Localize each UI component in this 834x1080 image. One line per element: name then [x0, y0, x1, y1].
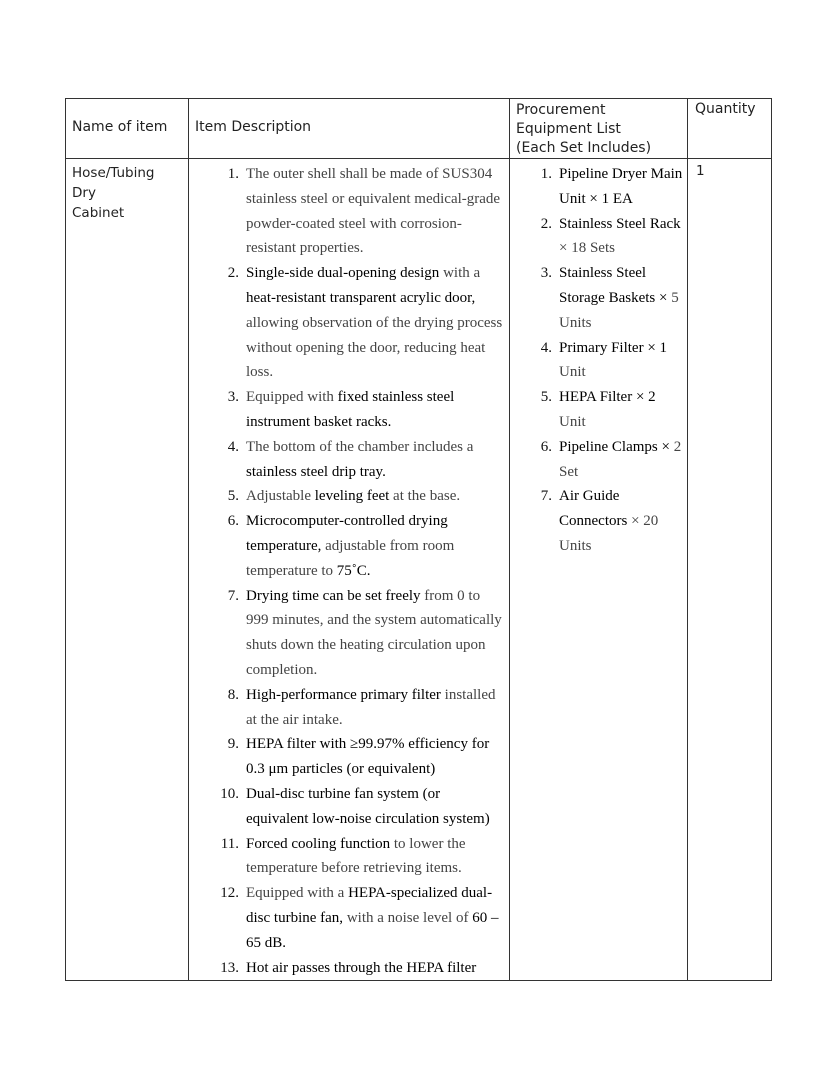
list-item-text [246, 782, 503, 832]
list-item-text [559, 261, 683, 335]
list-item-text [559, 212, 683, 262]
emphasized-text: Drying time can be set freely [246, 587, 421, 604]
list-item-text [246, 162, 503, 261]
list-item-number: 6. [227, 513, 239, 530]
equipment-list-item [510, 385, 683, 435]
emphasized-text: HEPA Filter × 2 [559, 389, 656, 406]
list-item-number: 1. [227, 166, 239, 182]
emphasized-text: Single-side dual-opening design [246, 265, 440, 282]
emphasized-text: Hot air passes through the HEPA filter [246, 959, 477, 976]
list-item-text [246, 881, 503, 955]
header-item-description: Item Description [189, 99, 510, 159]
list-item-number: 5. [227, 488, 239, 505]
item-description-list [189, 159, 509, 980]
list-item-text [559, 484, 683, 558]
item-description-cell [189, 159, 510, 981]
item-name-line: Dry [72, 185, 96, 201]
header-procurement-equipment-list [510, 99, 688, 159]
description-list-item [189, 484, 503, 509]
description-list-item [189, 832, 503, 882]
list-item-number: 7. [540, 488, 552, 505]
emphasized-text: Stainless Steel Rack [559, 215, 681, 232]
list-item-number: 4. [540, 339, 552, 356]
equipment-list-cell [510, 159, 688, 981]
item-name-cell [66, 159, 189, 981]
list-item-text [559, 435, 683, 485]
header-name-of-item: Name of item [66, 99, 189, 159]
plain-text: with a [439, 265, 481, 282]
header-procurement-line-3: (Each Set Includes) [516, 140, 652, 156]
quantity-cell: 1 [688, 159, 772, 981]
list-item-number: 7. [227, 587, 239, 604]
description-list-item [189, 683, 503, 733]
list-item-number: 6. [540, 438, 552, 455]
emphasized-text: stainless steel drip tray. [246, 463, 386, 480]
description-list-item [189, 162, 503, 261]
list-item-text [246, 584, 503, 683]
list-item-text [559, 385, 683, 435]
plain-text: The bottom of the chamber includes a [246, 438, 474, 455]
description-list-item [189, 732, 503, 782]
emphasized-text: Primary Filter × 1 [559, 339, 668, 356]
list-item-number: 3. [540, 265, 552, 282]
emphasized-text: Air Guide Connectors [559, 488, 628, 530]
header-procurement-line-1: Procurement [516, 102, 606, 118]
emphasized-text: HEPA-specialized dual-disc turbine fan, [246, 885, 493, 926]
emphasized-text: High-performance primary filter [246, 686, 441, 703]
equipment-list-item [510, 435, 683, 485]
list-item-text [246, 832, 503, 882]
plain-text: with a noise level of [343, 909, 473, 926]
plain-text: allowing observation of the drying process without opening the door, reducing heat loss. [246, 314, 503, 381]
plain-text: Equipped with [246, 389, 338, 406]
emphasized-text: Pipeline Clamps × [559, 438, 670, 455]
header-quantity: Quantity [688, 99, 772, 159]
plain-text: from 0 to 999 minutes, and the system automatically shuts down the heating circulation upon completion. [246, 587, 502, 678]
emphasized-text: fixed stainless steel instrument basket racks. [246, 389, 455, 430]
plain-text: Unit [559, 413, 586, 430]
table-header-row [66, 99, 772, 159]
list-item-number: 3. [227, 389, 239, 406]
plain-text: at the base. [389, 488, 461, 505]
emphasized-text: Microcomputer-controlled drying temperature, [246, 513, 448, 554]
emphasized-text: 60 – 65 dB. [246, 909, 499, 951]
equipment-list-item [510, 336, 683, 386]
list-item-number: 12. [220, 885, 239, 902]
emphasized-text: leveling feet [314, 488, 390, 505]
equipment-list-item [510, 484, 683, 558]
description-list-item [189, 956, 503, 981]
plain-text: Adjustable [246, 488, 315, 505]
list-item-number: 5. [540, 389, 552, 406]
emphasized-text: Dual-disc turbine fan system (or equivalent low-noise circulation system) [246, 785, 490, 827]
emphasized-text: 75˚C. [336, 562, 371, 579]
list-item-text [246, 261, 503, 385]
plain-text: Unit [559, 364, 586, 381]
item-name-line: Cabinet [72, 205, 125, 221]
emphasized-text: HEPA filter with ≥99.97% efficiency for 0.3 μm particles (or equivalent) [246, 736, 490, 778]
emphasized-text: Forced cooling function [246, 835, 391, 852]
list-item-text [246, 385, 503, 435]
list-item-number: 13. [220, 959, 239, 976]
list-item-number: 4. [227, 438, 239, 455]
list-item-text [246, 732, 503, 782]
list-item-number: 2. [540, 215, 552, 232]
equipment-list-item [510, 212, 683, 262]
equipment-list-item [510, 162, 683, 212]
emphasized-text: heat-resistant transparent acrylic door, [246, 289, 476, 306]
list-item-number: 10. [220, 785, 239, 802]
list-item-number: 9. [227, 736, 239, 753]
description-list-item [189, 509, 503, 583]
procurement-spec-table [65, 98, 772, 981]
header-procurement-line-2: Equipment List [516, 121, 621, 137]
plain-text: 5 Units [559, 289, 679, 331]
description-list-item [189, 435, 503, 485]
emphasized-text: Pipeline Dryer [559, 166, 647, 182]
description-list-item [189, 584, 503, 683]
equipment-list [510, 159, 687, 559]
plain-text: Equipped with a [246, 885, 349, 902]
description-list-item [189, 385, 503, 435]
list-item-text [246, 435, 503, 485]
description-list-item [189, 782, 503, 832]
description-list-item [189, 881, 503, 955]
table-row [66, 159, 772, 981]
plain-text: to lower the temperature before retrieving items. [246, 835, 466, 877]
list-item-number: 2. [227, 265, 239, 282]
plain-text: 2 Set [559, 438, 682, 480]
plain-text: adjustable from room temperature to [246, 537, 455, 579]
list-item-text [246, 683, 503, 733]
equipment-list-item [510, 261, 683, 335]
list-item-number: 8. [227, 686, 239, 703]
list-item-text [559, 162, 683, 212]
list-item-text [246, 956, 503, 981]
emphasized-text: Main Unit × 1 EA [559, 166, 683, 207]
emphasized-text: Stainless Steel Storage Baskets × [559, 265, 668, 306]
description-list-item [189, 261, 503, 385]
list-item-text [559, 336, 683, 386]
list-item-number: 1. [540, 166, 552, 182]
plain-text: × 18 Sets [559, 240, 615, 257]
list-item-number: 11. [220, 835, 239, 852]
plain-text: × 20 Units [559, 513, 659, 554]
list-item-text [246, 484, 503, 509]
item-name-line: Hose/Tubing [72, 165, 155, 181]
list-item-text [246, 509, 503, 583]
plain-text: The outer shell shall be made of SUS304 stainless steel or equivalent medical-grade powder-coated steel with corrosion-resistant properties. [246, 166, 501, 257]
plain-text: installed at the air intake. [246, 686, 496, 728]
